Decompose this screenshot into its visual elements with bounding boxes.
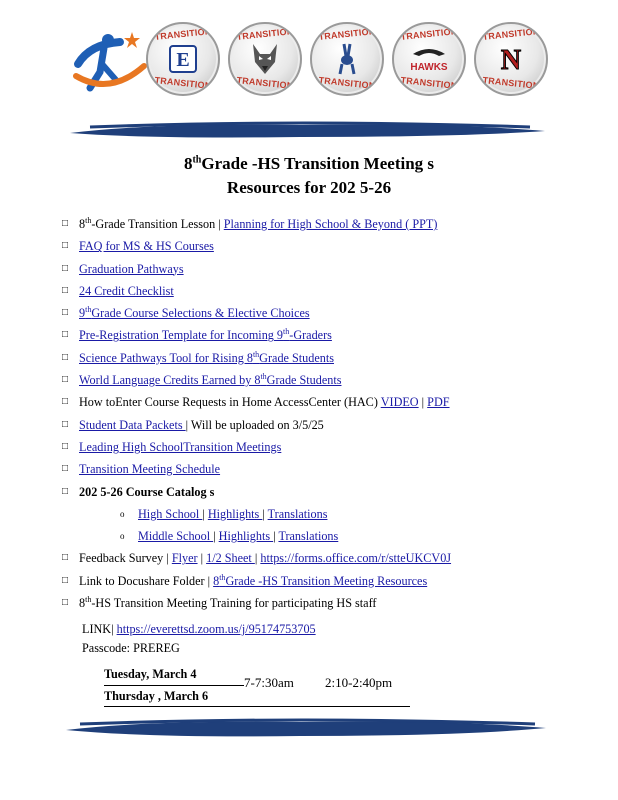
underline <box>104 706 410 707</box>
list-item <box>62 324 602 346</box>
svg-text:E: E <box>176 49 190 71</box>
list-item: □ How toEnter Course Requests in Home AccessCenter (HAC) VIDEO | PDF <box>62 391 602 413</box>
square-bullet-icon: □ <box>62 374 69 386</box>
logo-row <box>70 18 550 108</box>
list-item: □ 8th-HS Transition Meeting Training for participating HS staff <box>62 592 602 614</box>
ms-catalog-link[interactable]: Middle School <box>138 529 214 544</box>
list-item: o High School | Highlights | Translations <box>62 503 602 525</box>
list-item <box>62 258 602 280</box>
session-time-1: 7-7:30am <box>244 675 294 690</box>
n-logo-icon <box>496 44 526 74</box>
list-item: □ Student Data Packets | Will be uploaded on 3/5/25 <box>62 414 602 436</box>
page-subtitle: Resources for 202 5-26 <box>226 178 392 197</box>
transition-badge-1: TRANSITION E TRANSITION <box>146 22 220 96</box>
credit-checklist-link[interactable]: 24 Credit Checklist <box>79 283 174 298</box>
list-item: o Middle School | Highlights | Translations <box>62 525 602 547</box>
square-bullet-icon: □ <box>62 440 69 452</box>
meeting-schedule-link[interactable]: Transition Meeting Schedule <box>79 462 221 477</box>
zoom-passcode: Passcode: PREREG <box>82 641 180 655</box>
wolf-icon <box>248 42 282 76</box>
list-item: □ 202 5-26 Course Catalog s <box>62 481 602 503</box>
square-bullet-icon: □ <box>62 463 69 475</box>
faq-link[interactable]: FAQ for MS & HS Courses <box>79 239 214 254</box>
course-selections-link[interactable]: 9thGrade Course Selections & Elective Choices <box>79 305 310 321</box>
list-item <box>62 302 602 324</box>
list-item <box>62 347 602 369</box>
planning-ppt-link[interactable]: Planning for High School & Beyond ( PPT) <box>223 217 438 231</box>
zoom-link-label: LINK| <box>82 622 117 636</box>
jackrabbit-icon <box>332 42 362 76</box>
circle-bullet-icon: o <box>120 508 125 519</box>
school-district-logo <box>70 24 150 104</box>
pre-registration-link[interactable]: Pre-Registration Template for Incoming 9th-Graders <box>79 327 332 343</box>
transition-badge-4: TRANSITION HAWKS TRANSITION <box>392 22 466 96</box>
square-bullet-icon: □ <box>62 396 69 408</box>
session-time-2: 2:10-2:40pm <box>325 675 393 690</box>
svg-text:N: N <box>500 45 522 74</box>
square-bullet-icon: □ <box>62 329 69 341</box>
resource-list <box>62 213 602 614</box>
list-item <box>62 458 602 480</box>
top-brush-divider <box>0 115 618 145</box>
hac-pdf-link[interactable]: PDF <box>427 395 450 410</box>
science-pathways-link[interactable]: Science Pathways Tool for Rising 8thGrade Students <box>79 349 334 365</box>
svg-text:HAWKS: HAWKS <box>410 62 448 73</box>
transition-badge-2: TRANSITION TRANSITION <box>228 22 302 96</box>
square-bullet-icon: □ <box>62 218 69 229</box>
feedback-form-link[interactable]: https://forms.office.com/r/stteUKCV0J <box>260 551 452 566</box>
square-bullet-icon: □ <box>62 574 69 586</box>
square-bullet-icon: □ <box>62 284 69 296</box>
list-item: □ Link to Docushare Folder | 8thGrade -HS Transition Meeting Resources <box>62 570 602 592</box>
student-data-packets-link[interactable]: Student Data Packets <box>79 417 186 432</box>
list-item <box>62 369 602 391</box>
square-bullet-icon: □ <box>62 240 69 252</box>
square-bullet-icon: □ <box>62 552 69 564</box>
square-bullet-icon: □ <box>62 418 69 430</box>
hawks-logo-icon <box>409 44 449 74</box>
ms-translations-link[interactable]: Translations <box>278 529 339 544</box>
leading-meetings-link[interactable]: Leading High SchoolTransition Meetings <box>79 439 282 454</box>
list-item: □ 8th-Grade Transition Lesson | Planning for High School & Beyond ( PPT) <box>62 213 602 235</box>
ms-highlights-link[interactable]: Highlights <box>218 529 274 544</box>
circle-bullet-icon: o <box>120 531 125 542</box>
bottom-brush-divider <box>0 714 618 744</box>
list-item <box>62 235 602 257</box>
square-bullet-icon: □ <box>62 485 69 497</box>
transition-badge-5: TRANSITION N TRANSITION <box>474 22 548 96</box>
page-title: 8thGrade -HS Transition Meeting s <box>183 154 435 173</box>
hs-catalog-link[interactable]: High School <box>138 506 203 521</box>
list-item <box>62 436 602 458</box>
half-sheet-link[interactable]: 1/2 Sheet <box>206 551 255 566</box>
flyer-link[interactable]: Flyer <box>171 551 198 566</box>
underline <box>104 685 244 686</box>
square-bullet-icon: □ <box>62 351 69 363</box>
square-bullet-icon: □ <box>62 307 69 319</box>
square-bullet-icon: □ <box>62 597 69 609</box>
square-bullet-icon: □ <box>62 262 69 274</box>
world-language-link[interactable]: World Language Credits Earned by 8thGrade Students <box>79 372 342 388</box>
docushare-folder-link[interactable]: 8thGrade -HS Transition Meeting Resources <box>213 572 428 588</box>
graduation-pathways-link[interactable]: Graduation Pathways <box>79 261 184 276</box>
hs-highlights-link[interactable]: Highlights <box>207 506 263 521</box>
zoom-info <box>82 620 316 658</box>
list-item <box>62 280 602 302</box>
session-day-2: Thursday , March 6 <box>104 689 209 703</box>
list-item: □ Feedback Survey | Flyer | 1/2 Sheet | https://forms.office.com/r/stteUKCV0J <box>62 547 602 569</box>
e-logo-icon <box>168 44 198 74</box>
hs-translations-link[interactable]: Translations <box>267 506 328 521</box>
zoom-url-link[interactable]: https://everettsd.zoom.us/j/95174753705 <box>116 622 316 636</box>
hac-video-link[interactable]: VIDEO <box>380 395 419 410</box>
transition-badge-3: TRANSITION TRANSITION <box>310 22 384 96</box>
session-day-1: Tuesday, March 4 <box>104 667 197 681</box>
